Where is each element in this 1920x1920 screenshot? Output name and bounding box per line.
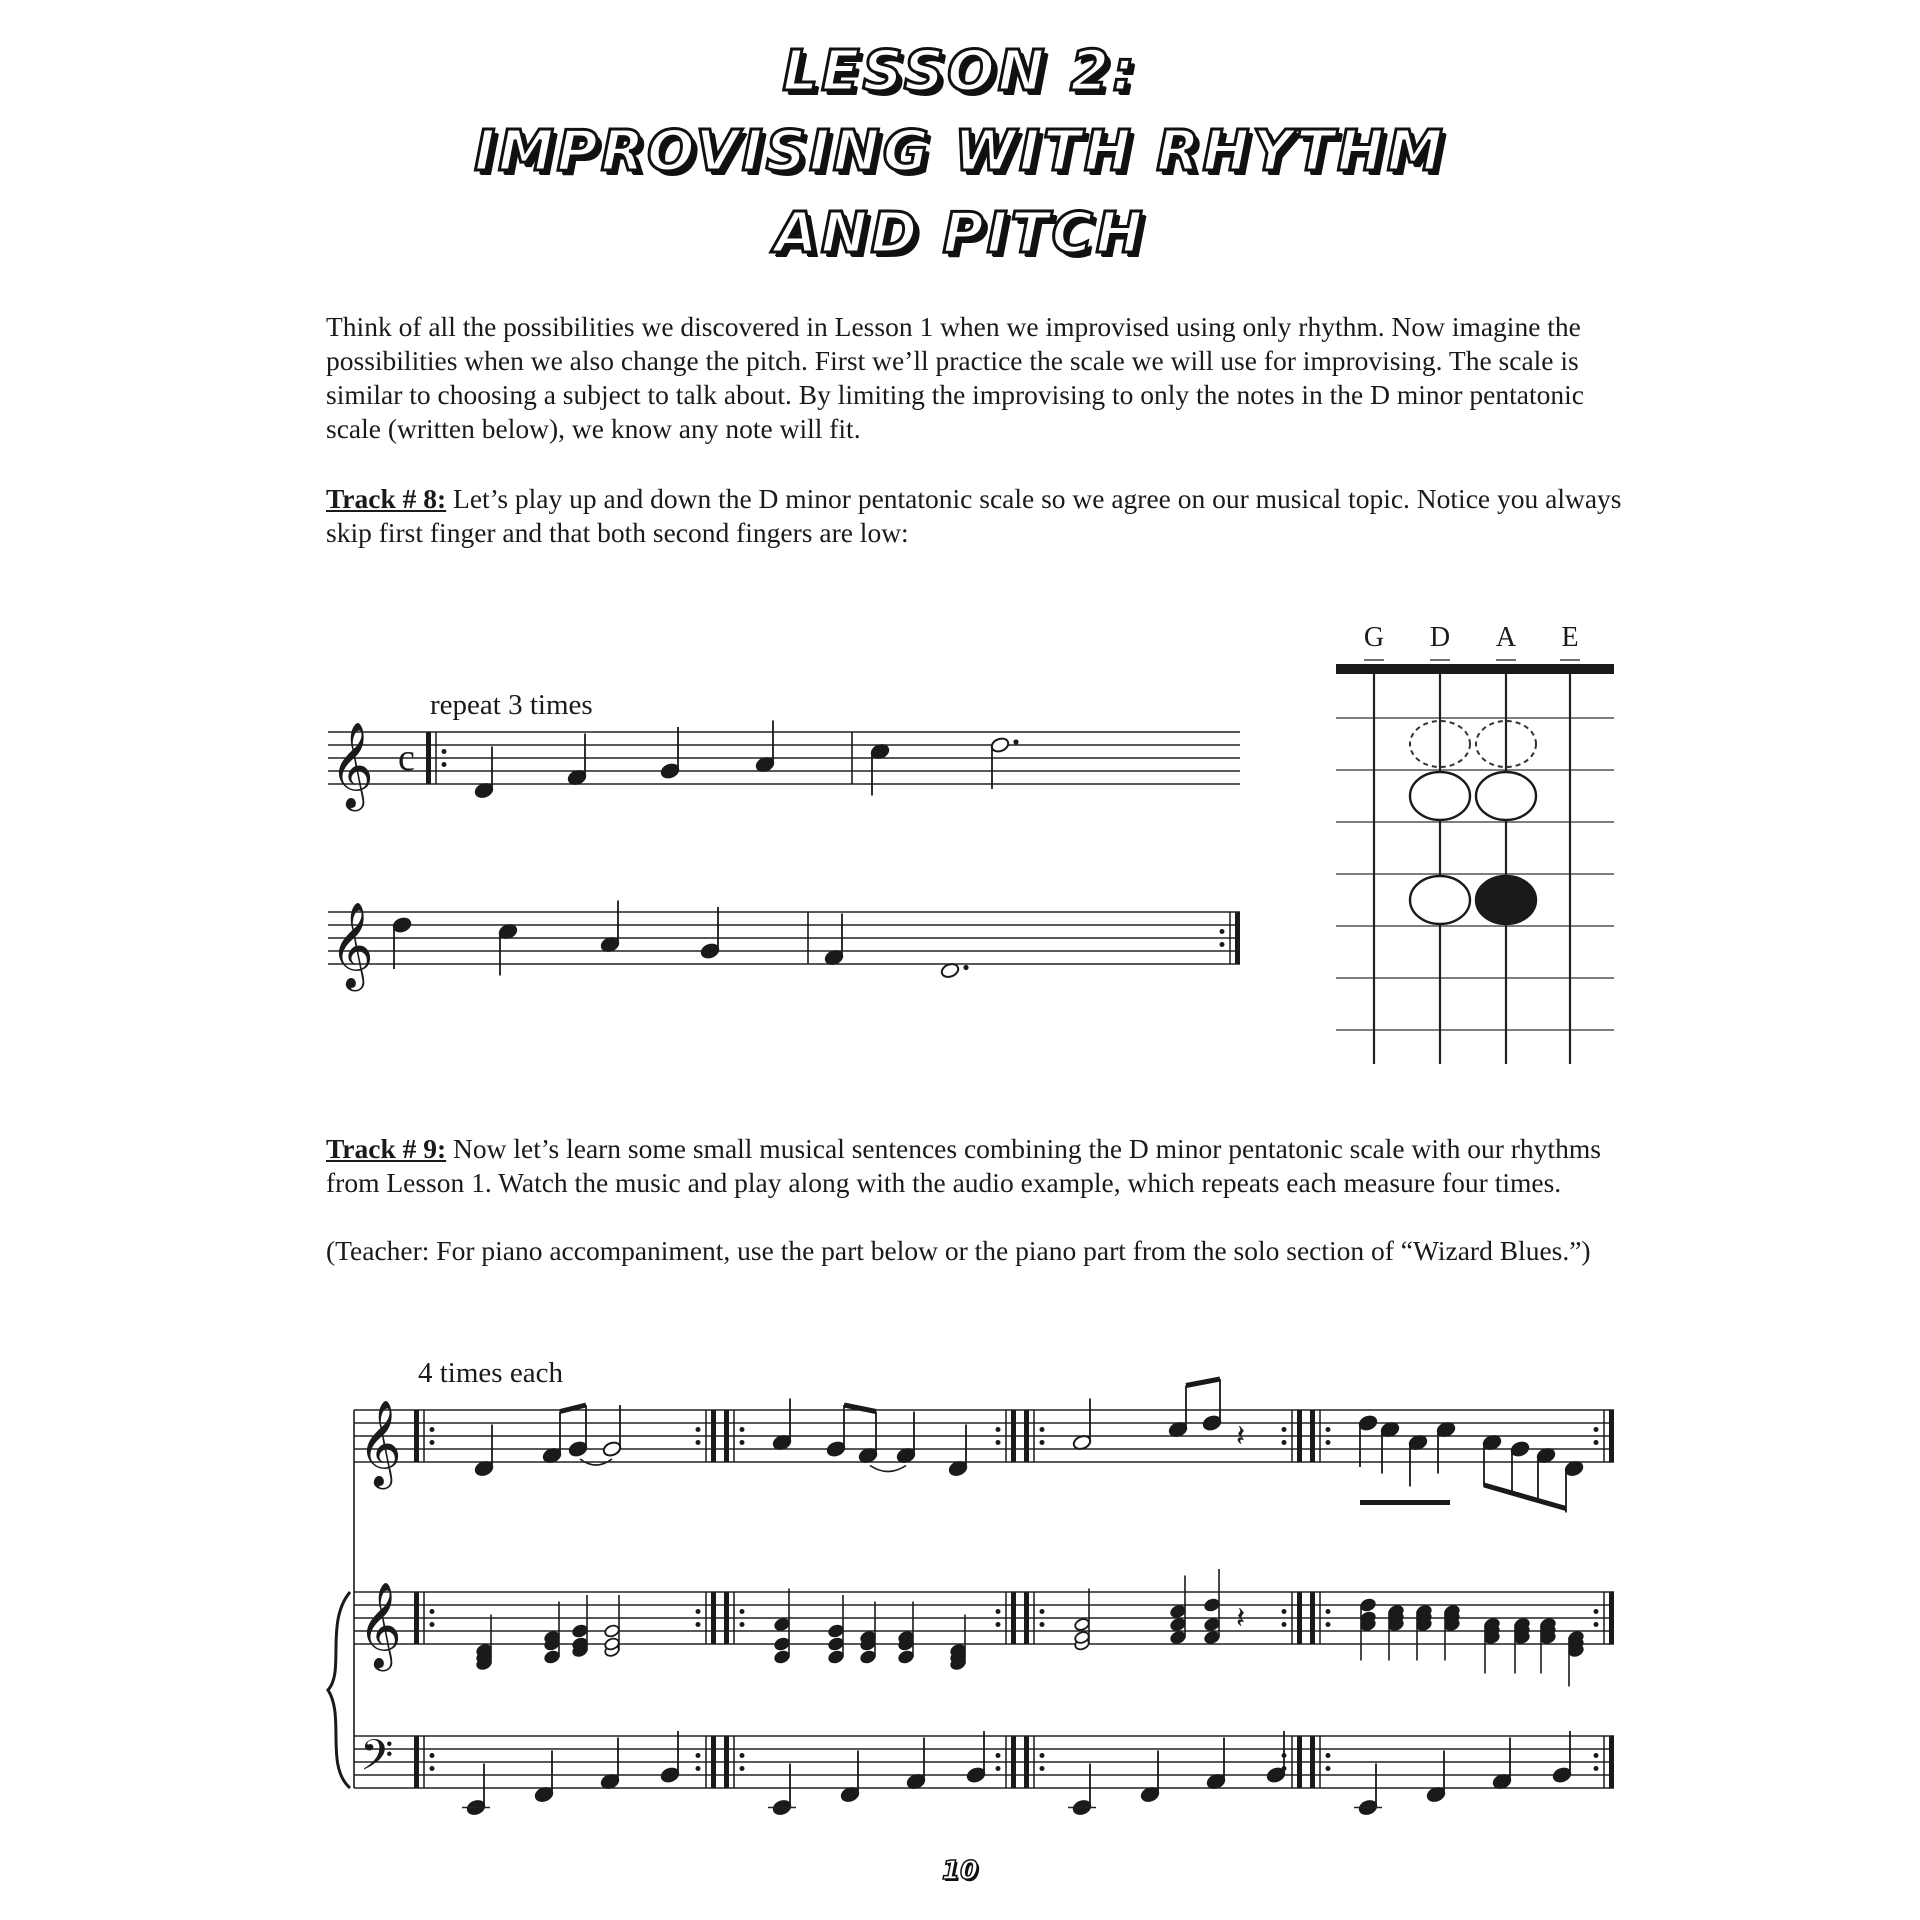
note-head <box>826 1440 846 1457</box>
scale-staff <box>328 721 1240 993</box>
treble-clef: 𝄞 <box>358 1582 402 1668</box>
string-name-e: E <box>1561 622 1579 653</box>
intro-paragraph: Think of all the possibilities we discovered in Lesson 1 when we improvised using only rhythm. Now imagine the possibilities when we also change the pitch. First we’ll practice the scale we will use for improvising. The scale is similar to choosing a subject to talk about. By limiting the improvising to only the notes in the D minor pentatonic scale (written below), we know any note will fit. <box>326 311 1584 444</box>
repeat-dot <box>696 1440 701 1445</box>
repeat-dot <box>1326 1766 1331 1771</box>
chord-note-head <box>860 1650 877 1665</box>
repeat-dot <box>1594 1440 1599 1445</box>
dot <box>1013 739 1018 744</box>
quarter-rest: 𝄽 <box>1236 1601 1246 1636</box>
repeat-dot <box>696 1609 701 1614</box>
repeat-dot <box>1594 1427 1599 1432</box>
repeat-thick-bar <box>1310 1592 1315 1644</box>
chord-note-head <box>1204 1630 1221 1645</box>
repeat-dot <box>1282 1427 1287 1432</box>
repeat-thick-bar <box>724 1410 729 1462</box>
lesson-title-line1: LESSON 2: <box>782 39 1138 104</box>
chord-note-head <box>774 1617 791 1632</box>
repeat-thick-bar <box>711 1592 716 1644</box>
nut <box>1336 664 1614 674</box>
chord-note-head <box>774 1637 791 1652</box>
chord-note-head <box>1204 1598 1221 1613</box>
lesson-title-line3: AND PITCH <box>774 201 1146 266</box>
repeat-dot <box>740 1609 745 1614</box>
repeat-dot <box>696 1622 701 1627</box>
repeat-thick-bar <box>426 732 431 784</box>
repeat-thick-bar <box>1011 1410 1016 1462</box>
note-head <box>1358 1414 1378 1431</box>
four-times-annotation: 4 times each <box>418 1357 563 1389</box>
repeat-dot <box>1594 1766 1599 1771</box>
repeat-dot <box>696 1427 701 1432</box>
treble-clef: 𝄞 <box>330 902 374 988</box>
repeat-thick-bar <box>1609 1410 1614 1462</box>
repeat-dot <box>430 1440 435 1445</box>
chord-note-head <box>572 1624 589 1639</box>
repeat-thick-bar <box>414 1736 419 1788</box>
note-head <box>1510 1440 1530 1457</box>
repeat-dot <box>996 1753 1001 1758</box>
note-head <box>990 736 1010 753</box>
piano-brace <box>328 1592 350 1788</box>
chord-note-head <box>1360 1598 1377 1613</box>
note-head <box>660 1766 680 1783</box>
repeat-dot <box>430 1609 435 1614</box>
repeat-dot <box>1040 1440 1045 1445</box>
chord-note-head <box>774 1650 791 1665</box>
finger-open-circle <box>1410 772 1470 820</box>
note-head <box>568 1440 588 1457</box>
chord-note-head <box>544 1650 561 1665</box>
repeat-dot <box>1220 929 1225 934</box>
note-head <box>1202 1414 1222 1431</box>
common-time-sign: c <box>398 737 415 779</box>
chord-note-head <box>1204 1617 1221 1632</box>
repeat-thick-bar <box>1297 1410 1302 1462</box>
repeat-dot <box>740 1766 745 1771</box>
finger-open-circle <box>1476 772 1536 820</box>
repeat-dot <box>996 1609 1001 1614</box>
treble-clef: 𝄞 <box>358 1400 402 1486</box>
chord-note-head <box>828 1637 845 1652</box>
repeat-dot <box>1040 1427 1045 1432</box>
fingerboard-diagram <box>1336 622 1614 1064</box>
track9-label: Track # 9: <box>326 1133 447 1164</box>
repeat-dot <box>740 1427 745 1432</box>
repeat-thick-bar <box>1297 1592 1302 1644</box>
note-head <box>660 762 680 779</box>
repeat-dot <box>1040 1753 1045 1758</box>
lesson-title-line2: IMPROVISING WITH RHYTHM <box>474 119 1446 184</box>
repeat-dot <box>996 1427 1001 1432</box>
repeat-dot <box>696 1753 701 1758</box>
repeat-dot <box>1040 1766 1045 1771</box>
repeat-thick-bar <box>1024 1736 1029 1788</box>
repeat-dot <box>1282 1622 1287 1627</box>
chord-note-head <box>898 1650 915 1665</box>
note-head <box>966 1766 986 1783</box>
repeat-dot <box>1326 1440 1331 1445</box>
chord-note-head <box>1074 1617 1091 1632</box>
repeat-thick-bar <box>414 1592 419 1644</box>
tie <box>870 1466 906 1472</box>
repeat-dot <box>430 1753 435 1758</box>
repeat-dot <box>740 1753 745 1758</box>
beam <box>1186 1379 1220 1386</box>
repeat-dot <box>430 1766 435 1771</box>
string-name-a: A <box>1495 622 1517 653</box>
repeat-thick-bar <box>711 1736 716 1788</box>
repeat-thick-bar <box>724 1736 729 1788</box>
repeat-dot <box>1326 1609 1331 1614</box>
note-head <box>1552 1766 1572 1783</box>
repeat-thick-bar <box>1609 1736 1614 1788</box>
note-head <box>700 942 720 959</box>
repeat-thick-bar <box>711 1410 716 1462</box>
repeat-dot <box>696 1766 701 1771</box>
repeat-dot <box>442 762 447 767</box>
repeat-dot <box>1594 1622 1599 1627</box>
repeat-dot <box>1220 942 1225 947</box>
repeat-dot <box>430 1427 435 1432</box>
repeat-dot <box>1594 1753 1599 1758</box>
chord-note-head <box>1170 1617 1187 1632</box>
note-head <box>602 1440 622 1457</box>
chord-note-head <box>828 1624 845 1639</box>
repeat-thick-bar <box>1609 1592 1614 1644</box>
finger-filled-circle <box>1476 876 1536 924</box>
quarter-rest: 𝄽 <box>1236 1419 1246 1454</box>
track8-text: Let’s play up and down the D minor pentatonic scale so we agree on our musical topic. Notice you always skip first finger and that both second fingers are low: <box>326 483 1622 548</box>
repeat-dot <box>1040 1622 1045 1627</box>
chord-note-head <box>604 1624 621 1639</box>
dot <box>963 965 968 970</box>
treble-clef: 𝄞 <box>330 722 374 808</box>
repeat-thick-bar <box>1310 1410 1315 1462</box>
repeat-dot <box>740 1440 745 1445</box>
chord-note-head <box>1170 1630 1187 1645</box>
string-name-g: G <box>1363 622 1385 653</box>
repeat-dot <box>996 1440 1001 1445</box>
repeat-dot <box>1326 1753 1331 1758</box>
repeat-thick-bar <box>414 1410 419 1462</box>
repeat-thick-bar <box>724 1592 729 1644</box>
chord-note-head <box>828 1650 845 1665</box>
repeat-dot <box>740 1622 745 1627</box>
repeat-dot <box>996 1622 1001 1627</box>
repeat-dot <box>1282 1609 1287 1614</box>
repeat-thick-bar <box>1011 1592 1016 1644</box>
repeat-dot <box>442 749 447 754</box>
repeat-annotation: repeat 3 times <box>430 689 593 721</box>
finger-open-circle <box>1410 876 1470 924</box>
repeat-dot <box>430 1622 435 1627</box>
chord-note-head <box>1170 1604 1187 1619</box>
repeat-thick-bar <box>1011 1736 1016 1788</box>
page-number: 10 <box>941 1856 979 1886</box>
repeat-thick-bar <box>1310 1736 1315 1788</box>
note-head <box>392 916 412 933</box>
bass-clef: 𝄢 <box>360 1731 394 1791</box>
track9-text: Now let’s learn some small musical sentences combining the D minor pentatonic scale with our rhythms from Lesson 1. Watch the music and play along with the audio example, which repeats each measure four times. <box>326 1133 1601 1198</box>
track8-label: Track # 8: <box>326 483 447 514</box>
repeat-dot <box>1326 1622 1331 1627</box>
repeat-dot <box>1282 1440 1287 1445</box>
exercise-system <box>328 1379 1614 1816</box>
repeat-dot <box>996 1766 1001 1771</box>
repeat-dot <box>1040 1609 1045 1614</box>
repeat-thick-bar <box>1297 1736 1302 1788</box>
beam <box>1484 1485 1566 1509</box>
repeat-thick-bar <box>1024 1592 1029 1644</box>
repeat-thick-bar <box>1024 1410 1029 1462</box>
repeat-thick-bar <box>1235 912 1240 964</box>
string-name-d: D <box>1429 622 1451 653</box>
teacher-note: (Teacher: For piano accompaniment, use the part below or the piano part from the solo section of “Wizard Blues.”) <box>326 1235 1591 1266</box>
repeat-dot <box>1326 1427 1331 1432</box>
repeat-dot <box>1594 1609 1599 1614</box>
